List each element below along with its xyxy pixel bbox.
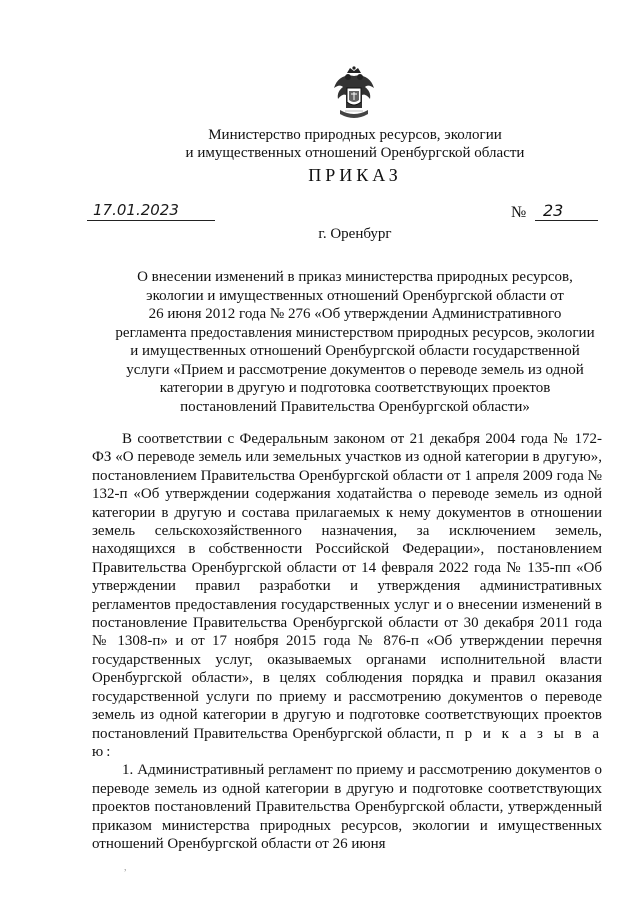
document-number: 23 — [535, 201, 598, 221]
command-word: п р и к а з ы в а ю: — [92, 725, 603, 760]
subject-line: экологии и имущественных отношений Оренбургской области от — [146, 287, 564, 304]
preamble-text: В соответствии с Федеральным законом от 21 декабря 2004 года № 172-ФЗ «О переводе земель или земельных участков из одной категории в другую», постановлением Правительства Оренбургской области от 1 апреля 2009 года № 132-п «Об утверждении содержания ходатайства о переводе земель из одной категории в другую и состава прилагаемых к нему документов в отношении земель сельскохозяйственного назначения, за исключением земель, находящихся в собственности Российской Федерации», постановлением Правительства Оренбургской области от 14 февраля 2022 года № 135-пп «Об утверждении правил разработки и утверждения административных регламентов предоставления государственных услуг и о внесении изменений в постановление Правительства Оренбургской области от 30 декабря 2011 года № 1308-п» и от 17 ноября 2015 года № 876-п «Об утверждении перечня государственных услуг, оказываемых органами исполнительной власти Оренбургской области», в целях соблюдения порядка и правил оказания государственной услуги по приему и рассмотрению документов о переводе земель из одной категории в другую и подготовке соответствующих проектов постановлений Правительства Оренбургской области, — [92, 431, 602, 742]
ministry-name — [120, 126, 590, 162]
city: г. Оренбург — [318, 226, 392, 242]
coat-of-arms-icon — [331, 66, 377, 123]
preamble-paragraph — [92, 430, 602, 761]
subject-line: регламента предоставления министерством природных ресурсов, экологии — [115, 324, 595, 341]
scan-mark: , — [124, 862, 127, 873]
clause-1-paragraph: 1. Административный регламент по приему и рассмотрению документов о переводе земель из одной категории в другую и подготовке соответствующих проектов постановлений Правительства Оренбургской области, утвержденный приказом министерства природных ресурсов, экологии и имущественных отношений Оренбургской области от 26 июня — [92, 762, 602, 852]
subject-line: постановлений Правительства Оренбургской области» — [180, 398, 530, 415]
number-label: № — [511, 204, 527, 221]
subject-line: 26 июня 2012 года № 276 «Об утверждении Административного — [148, 306, 562, 322]
subject-line: О внесении изменений в приказ министерства природных ресурсов, — [137, 269, 573, 285]
subject-line: категории в другую и подготовка соответствующих проектов — [159, 380, 551, 396]
subject-line: услуги «Прием и рассмотрение документов о переводе земель из одной — [126, 361, 584, 378]
order-body — [92, 430, 602, 853]
ministry-line-2: и имущественных отношений Оренбургской области — [185, 145, 525, 161]
ministry-line-1: Министерство природных ресурсов, экологии — [208, 127, 502, 143]
subject-heading — [80, 268, 630, 416]
subject-line: и имущественных отношений Оренбургской области государственной — [130, 343, 580, 359]
document-date: 17.01.2023 — [87, 201, 215, 221]
document-type: ПРИКАЗ — [308, 165, 402, 185]
